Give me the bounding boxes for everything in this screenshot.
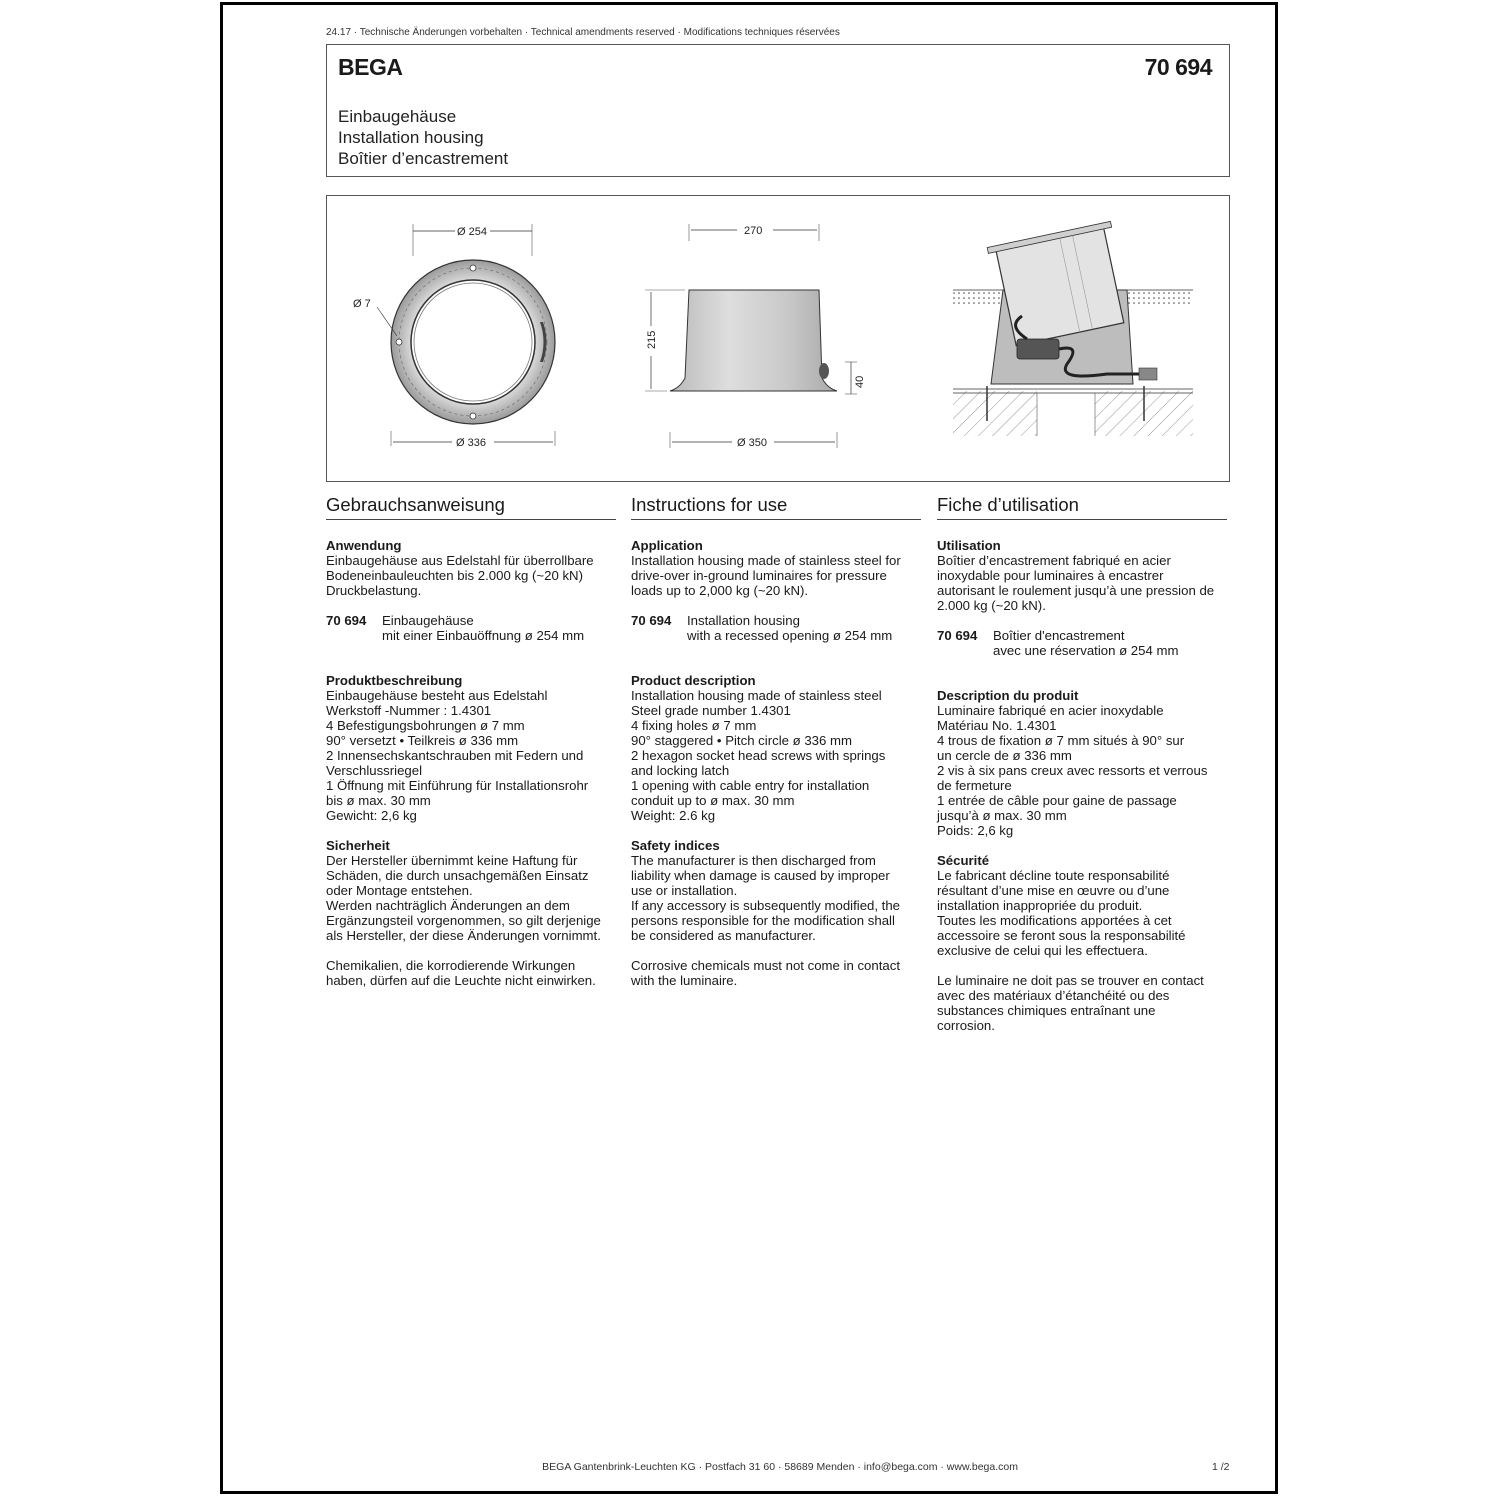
drawing-svg [327,196,1231,483]
brand-name: BEGA [338,54,403,80]
application-heading: Anwendung [326,538,402,553]
product-heading: Description du produit [937,688,1079,703]
item-text: Installation housing with a recessed opening ø 254 mm [687,613,893,643]
dim-height: 215 [646,330,658,349]
column-de [326,494,616,988]
application-text: Installation housing made of stainless steel for drive-over in-ground luminaires for pressure loads up to 2,000 kg (~20 kN). [631,553,901,598]
article-item [326,613,616,643]
safety-text: Le fabricant décline toute responsabilité résultant d’une mise en œuvre ou d’une installation inappropriée du produit. Toutes les modifications apportées à cet accessoire se feront sous la responsabilité exclusive de celui qui les effectuera. [937,868,1186,958]
product-heading: Produktbeschreibung [326,673,463,688]
dim-hole-diameter: Ø 7 [353,298,371,310]
column-title: Instructions for use [631,494,921,520]
application-text: Einbaugehäuse aus Edelstahl für überrollbare Bodeneinbauleuchten bis 2.000 kg (~20 kN) Druckbelastung. [326,553,594,598]
dim-inner-diameter: Ø 254 [457,226,487,238]
column-title: Fiche d’utilisation [937,494,1227,520]
chemical-text: Corrosive chemicals must not come in contact with the luminaire. [631,958,900,988]
safety-heading: Sécurité [937,853,990,868]
product-titles [338,106,508,169]
article-item [937,628,1227,658]
safety-text: The manufacturer is then discharged from liability when damage is caused by improper use or installation. If any accessory is subsequently modified, the persons responsible for the modification shall be considered as manufacturer. [631,853,901,943]
application-heading: Application [631,538,703,553]
dim-outer-diameter: Ø 336 [456,437,486,449]
item-number: 70 694 [631,613,672,628]
technical-drawing [326,195,1230,482]
dim-cable-height: 40 [854,375,866,388]
chemical-text: Le luminaire ne doit pas se trouver en contact avec des matériaux d’étanchéité ou des substances chimiques entraînant une corrosion. [937,973,1204,1033]
product-heading: Product description [631,673,756,688]
item-text: Boîtier d'encastrement avec une réservation ø 254 mm [993,628,1179,658]
item-text: Einbaugehäuse mit einer Einbauöffnung ø 254 mm [382,613,585,643]
item-number: 70 694 [326,613,367,628]
footer-address: BEGA Gantenbrink-Leuchten KG · Postfach 31 60 · 58689 Menden · info@bega.com · www.bega.com [542,1461,1018,1473]
column-title: Gebrauchsanweisung [326,494,616,520]
application-heading: Utilisation [937,538,1001,553]
dim-base-diameter: Ø 350 [737,437,767,449]
title-de: Einbaugehäuse [338,107,457,126]
dim-top-width: 270 [744,225,763,237]
safety-text: Der Hersteller übernimmt keine Haftung für Schäden, die durch unsachgemäßen Einsatz oder Montage entstehen. Werden nachträglich Änderungen an dem Ergänzungsteil vorgenommen, so gilt derjenige als Hersteller, der diese Änderungen vornimmt. [326,853,601,943]
product-text: Luminaire fabriqué en acier inoxydable Matériau No. 1.4301 4 trous de fixation ø 7 mm situés à 90° sur un cercle de ø 336 mm 2 vis à six pans creux avec ressorts et verrous de fermeture 1 entrée de câble pour gaine de passage jusqu’à ø max. 30 mm Poids: 2,6 kg [937,703,1208,838]
product-text: Installation housing made of stainless steel Steel grade number 1.4301 4 fixing holes ø 7 mm 90° staggered • Pitch circle ø 336 mm 2 hexagon socket head screws with springs and locking latch 1 opening with cable entry for installation conduit up to ø max. 30 mm Weight: 2.6 kg [631,688,886,823]
safety-heading: Safety indices [631,838,720,853]
chemical-text: Chemikalien, die korrodierende Wirkungen haben, dürfen auf die Leuchte nicht einwirken. [326,958,596,988]
application-text: Boîtier d’encastrement fabriqué en acier inoxydable pour luminaires à encastrer autorisant le roulement jusqu’à une pression de 2.000 kg (~20 kN). [937,553,1215,613]
product-text: Einbaugehäuse besteht aus Edelstahl Werkstoff -Nummer : 1.4301 4 Befestigungsbohrungen ø 7 mm 90° versetzt • Teilkreis ø 336 mm 2 Innensechskantschrauben mit Federn und Verschlussriegel 1 Öffnung mit Einführung für Installationsrohr bis ø max. 30 mm Gewicht: 2,6 kg [326,688,589,823]
installation-view [953,221,1193,436]
article-number: 70 694 [1144,54,1212,80]
safety-heading: Sicherheit [326,838,390,853]
title-fr: Boîtier d’encastrement [338,149,509,168]
top-view [353,224,555,449]
title-en: Installation housing [338,128,484,147]
side-view [645,224,866,449]
article-item [631,613,921,643]
column-en [631,494,921,988]
page-number: 1 /2 [1212,1461,1230,1473]
top-note: 24.17 · Technische Änderungen vorbehalten · Technical amendments reserved · Modifications techniques réservées [326,27,840,38]
column-fr [937,494,1227,1033]
item-number: 70 694 [937,628,978,643]
